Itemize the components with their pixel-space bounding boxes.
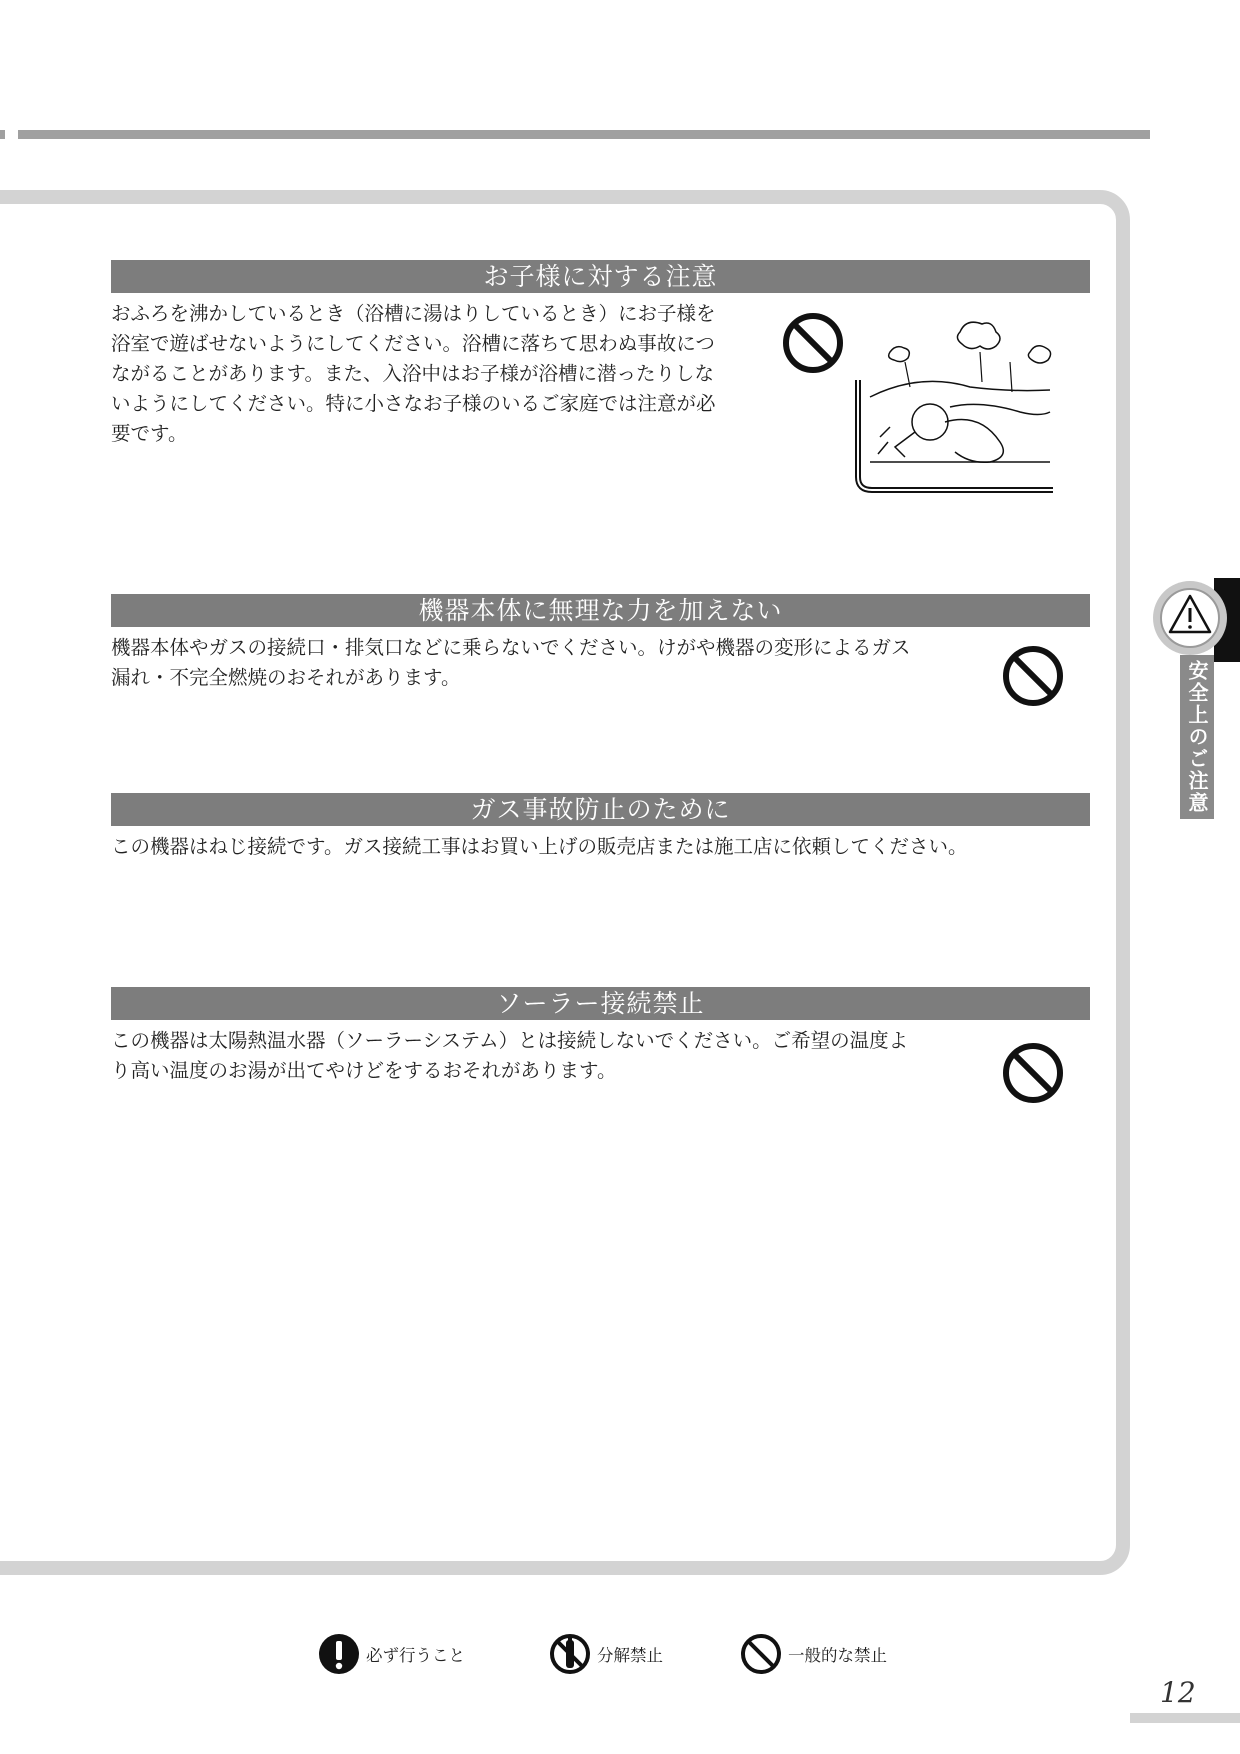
text-line: 要です。 xyxy=(111,422,188,445)
top-rule xyxy=(18,130,1150,139)
text-line: ながることがあります。また、入浴中はお子様が浴槽に潜ったりしな xyxy=(111,362,714,385)
text-line: いようにしてください。特に小さなお子様のいるご家庭では注意が必 xyxy=(111,392,716,415)
page-number: 12 xyxy=(1160,1676,1196,1709)
text-line: この機器は太陽熱温水器（ソーラーシステム）とは接続しないでください。ご希望の温度よ xyxy=(111,1029,909,1052)
section-body-solar xyxy=(111,1026,991,1086)
section-body-force xyxy=(111,633,991,693)
text-line: この機器はねじ接続です。ガス接続工事はお買い上げの販売店または施工店に依頼してください。 xyxy=(111,835,968,858)
top-rule-stub xyxy=(0,130,5,139)
prohibition-icon xyxy=(1000,1040,1066,1106)
prohibition-icon xyxy=(740,1633,782,1675)
section-body-children xyxy=(111,299,771,449)
text-line: 浴室で遊ばせないようにしてください。浴槽に落ちて思わぬ事故につ xyxy=(111,332,715,355)
legend-label: 必ず行うこと xyxy=(366,1646,465,1665)
side-tab-label[interactable]: 安全上のご注意 xyxy=(1180,655,1214,819)
section-header-solar: ソーラー接続禁止 xyxy=(111,987,1090,1020)
prohibition-icon xyxy=(780,310,846,376)
mandatory-icon xyxy=(318,1633,360,1675)
legend-label: 一般的な禁止 xyxy=(788,1646,887,1665)
section-header-gas: ガス事故防止のために xyxy=(111,793,1090,826)
no-disassembly-icon xyxy=(549,1633,591,1675)
text-line: 機器本体やガスの接続口・排気口などに乗らないでください。けがや機器の変形によるガス xyxy=(111,636,911,659)
text-line: おふろを沸かしているとき（浴槽に湯はりしているとき）にお子様を xyxy=(111,302,716,325)
section-header-children: お子様に対する注意 xyxy=(111,260,1090,293)
warning-triangle-icon xyxy=(1150,578,1230,658)
legend-label: 分解禁止 xyxy=(597,1646,663,1665)
legend-mandatory xyxy=(318,1633,465,1675)
text-line: り高い温度のお湯が出てやけどをするおそれがあります。 xyxy=(111,1059,617,1082)
prohibition-icon xyxy=(1000,643,1066,709)
page-number-rule xyxy=(1130,1713,1240,1723)
section-header-force: 機器本体に無理な力を加えない xyxy=(111,594,1090,627)
legend-prohibition xyxy=(740,1633,887,1675)
child-bathtub-illustration xyxy=(850,312,1060,497)
text-line: 漏れ・不完全燃焼のおそれがあります。 xyxy=(111,666,461,689)
legend-no-disassembly xyxy=(549,1633,663,1675)
section-body-gas xyxy=(111,832,1071,862)
